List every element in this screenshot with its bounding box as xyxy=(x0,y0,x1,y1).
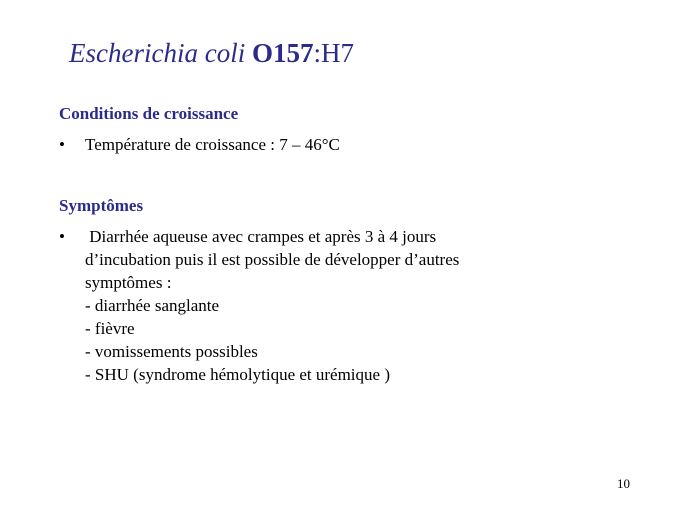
bullet-marker: • xyxy=(59,227,65,246)
symptom-item: - SHU (syndrome hémolytique et urémique ) xyxy=(85,365,390,384)
section-heading-symptoms: Symptômes xyxy=(59,196,144,215)
bullet-marker: • xyxy=(59,135,65,154)
symptom-item: - fièvre xyxy=(85,319,135,338)
growth-temperature-text: Température de croissance : 7 – 46°C xyxy=(85,135,340,154)
slide-title xyxy=(69,38,354,69)
symptom-item: - diarrhée sanglante xyxy=(85,296,220,315)
title-serotype-h: :H7 xyxy=(313,38,354,68)
page-number: 10 xyxy=(617,476,630,491)
symptom-item: - vomissements possibles xyxy=(85,342,258,361)
symptoms-line: d’incubation puis il est possible de développer d’autres xyxy=(85,250,460,269)
title-species: Escherichia coli xyxy=(69,38,246,68)
symptoms-line: symptômes : xyxy=(85,273,172,292)
title-serotype-o: O157 xyxy=(251,38,314,68)
symptoms-line: Diarrhée aqueuse avec crampes et après 3 à 4 jours xyxy=(85,227,437,246)
section-heading-growth: Conditions de croissance xyxy=(59,104,239,123)
